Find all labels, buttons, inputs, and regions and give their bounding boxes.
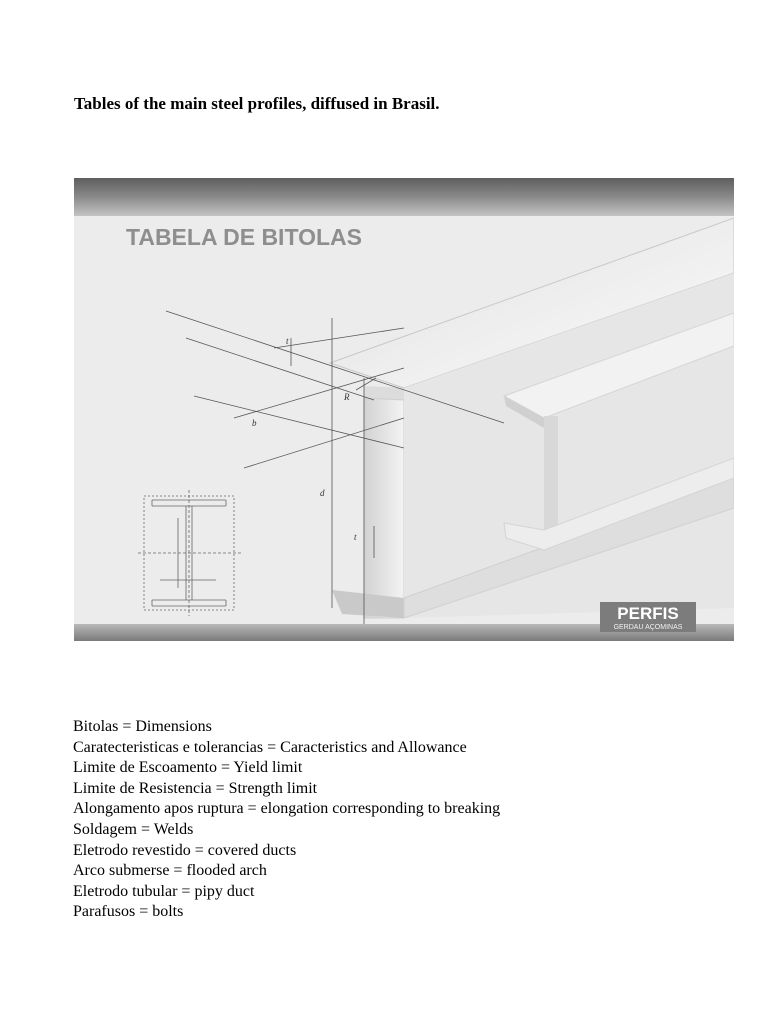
perfis-logo [600, 602, 696, 632]
glossary-item: Limite de Resistencia = Strength limit [73, 779, 318, 797]
label-depth: d [320, 488, 325, 498]
steel-profile-figure [74, 178, 734, 641]
label-flange-thickness: t [286, 336, 289, 346]
top-band [74, 178, 734, 216]
page-title: Tables of the main steel profiles, diffused in Brasil. [74, 94, 440, 113]
logo-text: PERFIS [617, 604, 679, 623]
logo-subtext: GERDAU AÇOMINAS [613, 624, 683, 631]
glossary-item: Arco submerse = flooded arch [73, 862, 267, 880]
glossary-item: Alongamento apos ruptura = elongation corresponding to breaking [73, 800, 501, 818]
figure-heading: TABELA DE BITOLAS [126, 224, 362, 250]
glossary-item: Limite de Escoamento = Yield limit [73, 759, 303, 777]
glossary-item: Soldagem = Welds [73, 820, 194, 838]
glossary-item: Eletrodo tubular = pipy duct [73, 882, 255, 900]
glossary-item: Eletrodo revestido = covered ducts [73, 841, 297, 859]
label-flange-width: b [252, 418, 257, 428]
glossary-item: Bitolas = Dimensions [73, 718, 212, 735]
glossary-item: Caratecteristicas e tolerancias = Caracteristics and Allowance [73, 738, 467, 756]
glossary-list [73, 717, 500, 923]
label-web-thickness: t [354, 532, 357, 542]
glossary-item: Parafusos = bolts [73, 903, 184, 921]
beam-web [364, 398, 404, 618]
label-radius: R [344, 392, 350, 402]
